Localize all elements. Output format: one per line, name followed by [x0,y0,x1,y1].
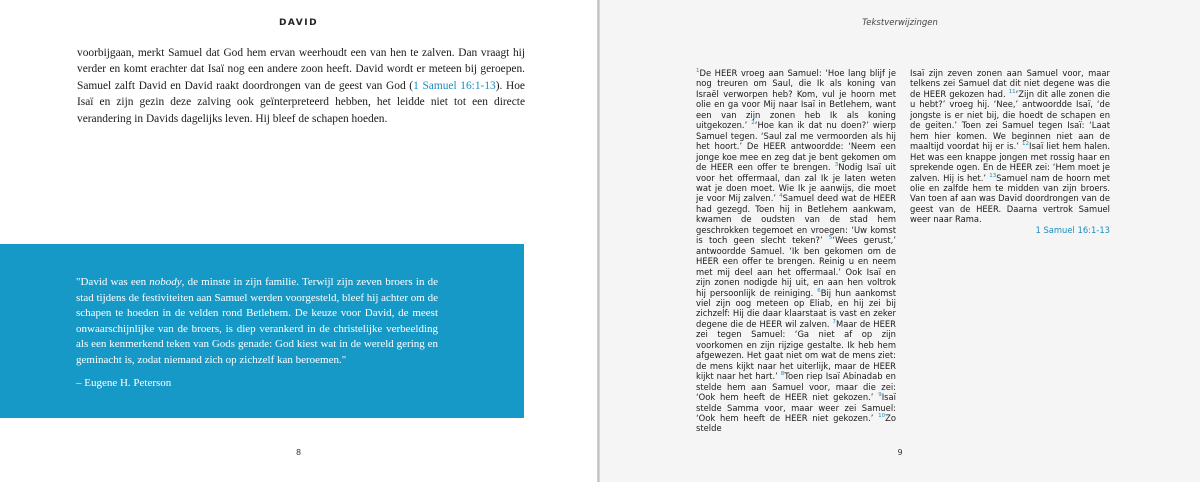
verse-text: ‘Zijn dit alle zonen die u hebt?’ vroeg hij. ‘Nee,’ antwoordde Isaï, ‘de jongste is er niet bij, die hoedt de schapen en de geiten.’ Toen zei Samuel tegen Isaï: ‘Laat hem hier komen. We beginnen niet aan de maaltijd voordat hij er is.’ [910,88,1110,152]
verse-number: 4 [779,193,783,200]
verse-text: De HEER vroeg aan Samuel: ‘Hoe lang blijf je nog treuren om Saul, die Ik als koning van Israël verworpen heb? Kom, vul je hoorn met olie en ga voor Mij naar Isaï in Betlehem, want een van zijn zonen heb Ik als koning uitgekozen.’ [696,68,896,131]
scripture-reference[interactable]: 1 Samuel 16:1-13 [1035,224,1110,235]
left-page [0,0,597,482]
quote-open: "David was een [76,276,150,288]
verse-number: 6 [817,287,821,294]
verse-text: Bij hun aankomst viel zijn oog meteen op Eliab, en hij zei bij zichzelf: Hij die daar klaarstaat is vast en zeker degene die de HEER wil zalven. [696,287,897,329]
verse-number: 9 [878,392,882,399]
verse-column-2 [910,68,1110,235]
verse-column-1 [696,68,896,434]
verse-number: 11 [1008,89,1016,96]
body-text-part2: ). Hoe Isaï en zijn gezin deze zalving ook geïnterpreteerd hebben, het leidde niet tot een directe verandering in Davids dagelijks leven. Hij bleef de schapen hoeden. [77,79,525,125]
verse-text: Samuel nam de hoorn met olie en zalfde hem te midden van zijn broers. Van toen af aan was David doordrongen van de geest van de HEER. Daarna vertrok Samuel weer naar Rama. [910,172,1110,225]
verse-text: Isaï stelde Samma voor, maar weer zei Samuel: ‘Ook hem heeft de HEER niet gekozen.’ [696,392,896,423]
quote-text [76,275,438,369]
verse-number: 1 [696,68,700,75]
verse-text: Toen riep Isaï Abinadab en stelde hem aan Samuel voor, maar die zei: ‘Ook hem heeft de HEER niet gekozen.’ [696,371,896,403]
verse-text: Samuel deed wat de HEER had gezegd. Toen hij in Betlehem aankwam, kwamen de oudsten van de stad hem geschrokken tegemoet en vroegen: ‘Uw komst is toch geen slecht teken?’ [696,193,896,246]
verse-text: Isaï zijn zeven zonen aan Samuel voor, maar telkens zei Samuel dat dit niet degene was die de HEER gekozen had. [910,68,1110,99]
quote-rest: , de minste in zijn familie. Terwijl zijn zeven broers in de stad tijdens de festiviteiten aan Samuel werden voorgesteld, bleef hij achter om de schapen te hoeden in de velden rond Betlehem. De keuze voor David, de meest onwaarschijnlijke van de broers, is diep verankerd in de christelijke verbeelding als een kenmerkend teken van Gods genade: God kiest wat in de wereld gering en geminacht is, zodat niemand zich op zichzelf kan beroemen." [76,276,438,366]
quote-author: – Eugene H. Peterson [76,377,172,389]
verse-text: Isaï liet hem halen. Het was een knappe jongen met rossig haar en sprekende ogen. En de HEER zei: ‘Hem moet je zalven. Hij is het.’ [910,141,1110,183]
verse-number: 12 [1021,141,1029,148]
verse-number: 2 [751,120,755,127]
running-head-left: DAVID [278,18,319,28]
verse-number: 13 [989,172,997,179]
verse-number: 8 [780,371,785,378]
verse-text: Zo stelde [696,412,896,434]
verse-number: 7 [832,319,836,326]
page-number-right: 9 [897,448,903,457]
quote-emphasis: nobody [149,276,182,288]
verse-number: 10 [878,413,886,420]
page-number-left: 8 [295,448,302,457]
right-page [600,0,1200,482]
quote-box [0,244,524,418]
verse-text: ‘Hoe kan ik dat nu doen?’ wierp Samuel tegen. ‘Saul zal me vermoorden als hij het hoort.’ De HEER antwoordde: ‘Neem een jonge koe mee en zeg dat je bent gekomen om de HEER een offer te brengen. [696,120,896,173]
verse-number: 5 [828,235,833,242]
verse-text: ‘Wees gerust,’ antwoordde Samuel. ‘Ik ben gekomen om de HEER een offer te brengen. Reinig u en neem met mij deel aan het offermaal.’ Ook Isaï en zijn zonen nodigde hij uit, en aan hen voltrok hij persoonlijk de reiniging. [696,235,896,298]
running-head-right: Tekstverwijzingen [862,18,938,28]
verse-text: Nodig Isaï uit voor het offermaal, dan zal Ik je laten weten wat je doen moet. Wie Ik je aanwijs, die moet je voor Mij zalven.’ [696,162,896,204]
verse-number: 3 [834,162,839,169]
scripture-reference-link[interactable]: 1 Samuel 16:1-13 [413,79,496,92]
body-text-part1: voorbijgaan, merkt Samuel dat God hem ervan weerhoudt een van hen te zalven. Dan vraagt hij verder en komt erachter dat Isaï nog een andere zoon heeft. David wordt er meteen bij geroepen. Samuel zalft David en David raakt doordrongen van de geest van God ( [77,47,525,92]
body-paragraph [77,45,525,127]
verse-text: Maar de HEER zei tegen Samuel: ‘Ga niet af op zijn voorkomen en zijn rijzige gestalte. Ik heb hem afgewezen. Het gaat niet om wat de mens ziet: de mens kijkt naar het uiterlijk, maar de HEER kijkt naar het hart.’ [696,318,896,382]
